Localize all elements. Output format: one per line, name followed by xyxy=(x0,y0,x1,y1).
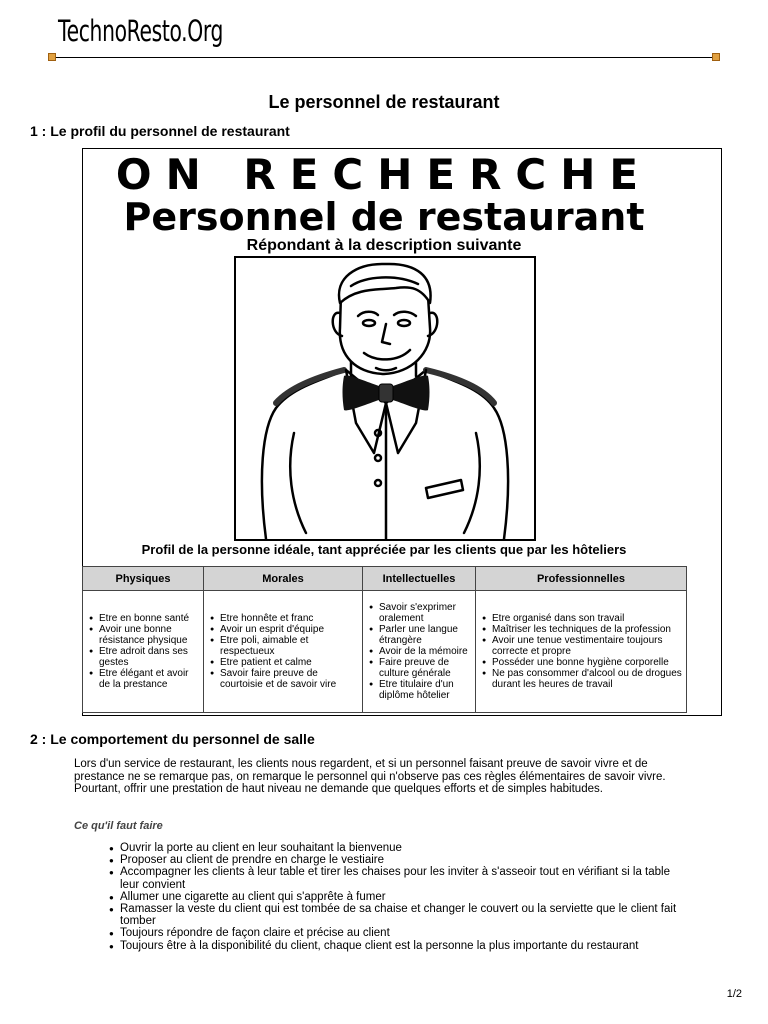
list-item: ● Avoir une bonne résistance physique xyxy=(99,624,199,646)
site-logo: TechnoResto.Org xyxy=(58,14,224,48)
cell-morales xyxy=(204,591,363,713)
list-item: ● Accompagner les clients à leur table et tirer les chaises pour les inviter à s'asseoir tout en vérifiant si la table leur convient xyxy=(120,866,680,890)
list-item: ● Avoir de la mémoire xyxy=(379,646,471,657)
list-item: ● Toujours répondre de façon claire et précise au client xyxy=(120,927,680,939)
list-item: ● Etre titulaire d'un diplôme hôtelier xyxy=(379,679,471,701)
list-item: ● Ouvrir la porte au client en leur souhaitant la bienvenue xyxy=(120,842,680,854)
list-item: ● Etre patient et calme xyxy=(220,657,358,668)
header-rule xyxy=(52,57,718,58)
list-item: ● Etre adroit dans ses gestes xyxy=(99,646,199,668)
cell-intellectuelles xyxy=(363,591,476,713)
page-title: Le personnel de restaurant xyxy=(268,92,500,112)
list-item: ● Posséder une bonne hygiène corporelle xyxy=(492,657,682,668)
section-2-paragraph: Lors d'un service de restaurant, les clients nous regardent, et si un personnel faisant preuve de savoir vivre et de prestance ne se remarque pas, on remarque le personnel qui n'observe pas ces règles élémentaires de savoir vivre. Pourtant, offrir une prestation de haut niveau ne demande que quelques efforts et de simples habitudes. xyxy=(74,758,666,796)
profile-caption: Profil de la personne idéale, tant appréciée par les clients que par les hôteliers xyxy=(141,542,627,557)
cell-physiques xyxy=(83,591,204,713)
list-item: ● Avoir un esprit d'équipe xyxy=(220,624,358,635)
waiter-portrait xyxy=(234,256,536,541)
poster-headline: ON RECHERCHE xyxy=(115,150,653,199)
section-2-title: 2 : Le comportement du personnel de salle xyxy=(30,731,315,747)
page-number: 1/2 xyxy=(726,988,742,1000)
list-item: ● Etre poli, aimable et respectueux xyxy=(220,635,358,657)
header-intellectuelles: Intellectuelles xyxy=(363,567,476,591)
todo-subtitle: Ce qu'il faut faire xyxy=(74,820,163,832)
list-item: ● Faire preuve de culture générale xyxy=(379,657,471,679)
list-item: ● Ramasser la veste du client qui est tombée de sa chaise et changer le couvert ou la serviette que le client fait tomber xyxy=(120,903,680,927)
todo-list xyxy=(108,842,680,952)
list-item: ● Etre honnête et franc xyxy=(220,613,358,624)
poster-subheadline: Personnel de restaurant xyxy=(123,195,645,239)
list-item: ● Allumer une cigarette au client qui s'apprête à fumer xyxy=(120,891,680,903)
cell-professionnelles xyxy=(476,591,687,713)
header-morales: Morales xyxy=(204,567,363,591)
section-1-title: 1 : Le profil du personnel de restaurant xyxy=(30,123,290,139)
list-item: ● Savoir faire preuve de courtoisie et de savoir vire xyxy=(220,668,358,690)
list-item: ● Toujours être à la disponibilité du client, chaque client est la personne la plus importante du restaurant xyxy=(120,940,680,952)
list-item: ● Maîtriser les techniques de la profession xyxy=(492,624,682,635)
list-item: ● Ne pas consommer d'alcool ou de drogues durant les heures de travail xyxy=(492,668,682,690)
header-physiques: Physiques xyxy=(83,567,204,591)
list-item: ● Parler une langue étrangère xyxy=(379,624,471,646)
waiter-illustration xyxy=(236,258,534,539)
list-item: ● Savoir s'exprimer oralement xyxy=(379,602,471,624)
list-item: ● Avoir une tenue vestimentaire toujours correcte et propre xyxy=(492,635,682,657)
list-item: ● Etre organisé dans son travail xyxy=(492,613,682,624)
header-professionnelles: Professionnelles xyxy=(476,567,687,591)
header-rule-dot-left xyxy=(48,53,56,61)
list-item: ● Proposer au client de prendre en charge le vestiaire xyxy=(120,854,680,866)
traits-table xyxy=(82,566,687,713)
poster-tagline: Répondant à la description suivante xyxy=(246,237,522,254)
list-item: ● Etre élégant et avoir de la prestance xyxy=(99,668,199,690)
list-item: ● Etre en bonne santé xyxy=(99,613,199,624)
header-rule-dot-right xyxy=(712,53,720,61)
